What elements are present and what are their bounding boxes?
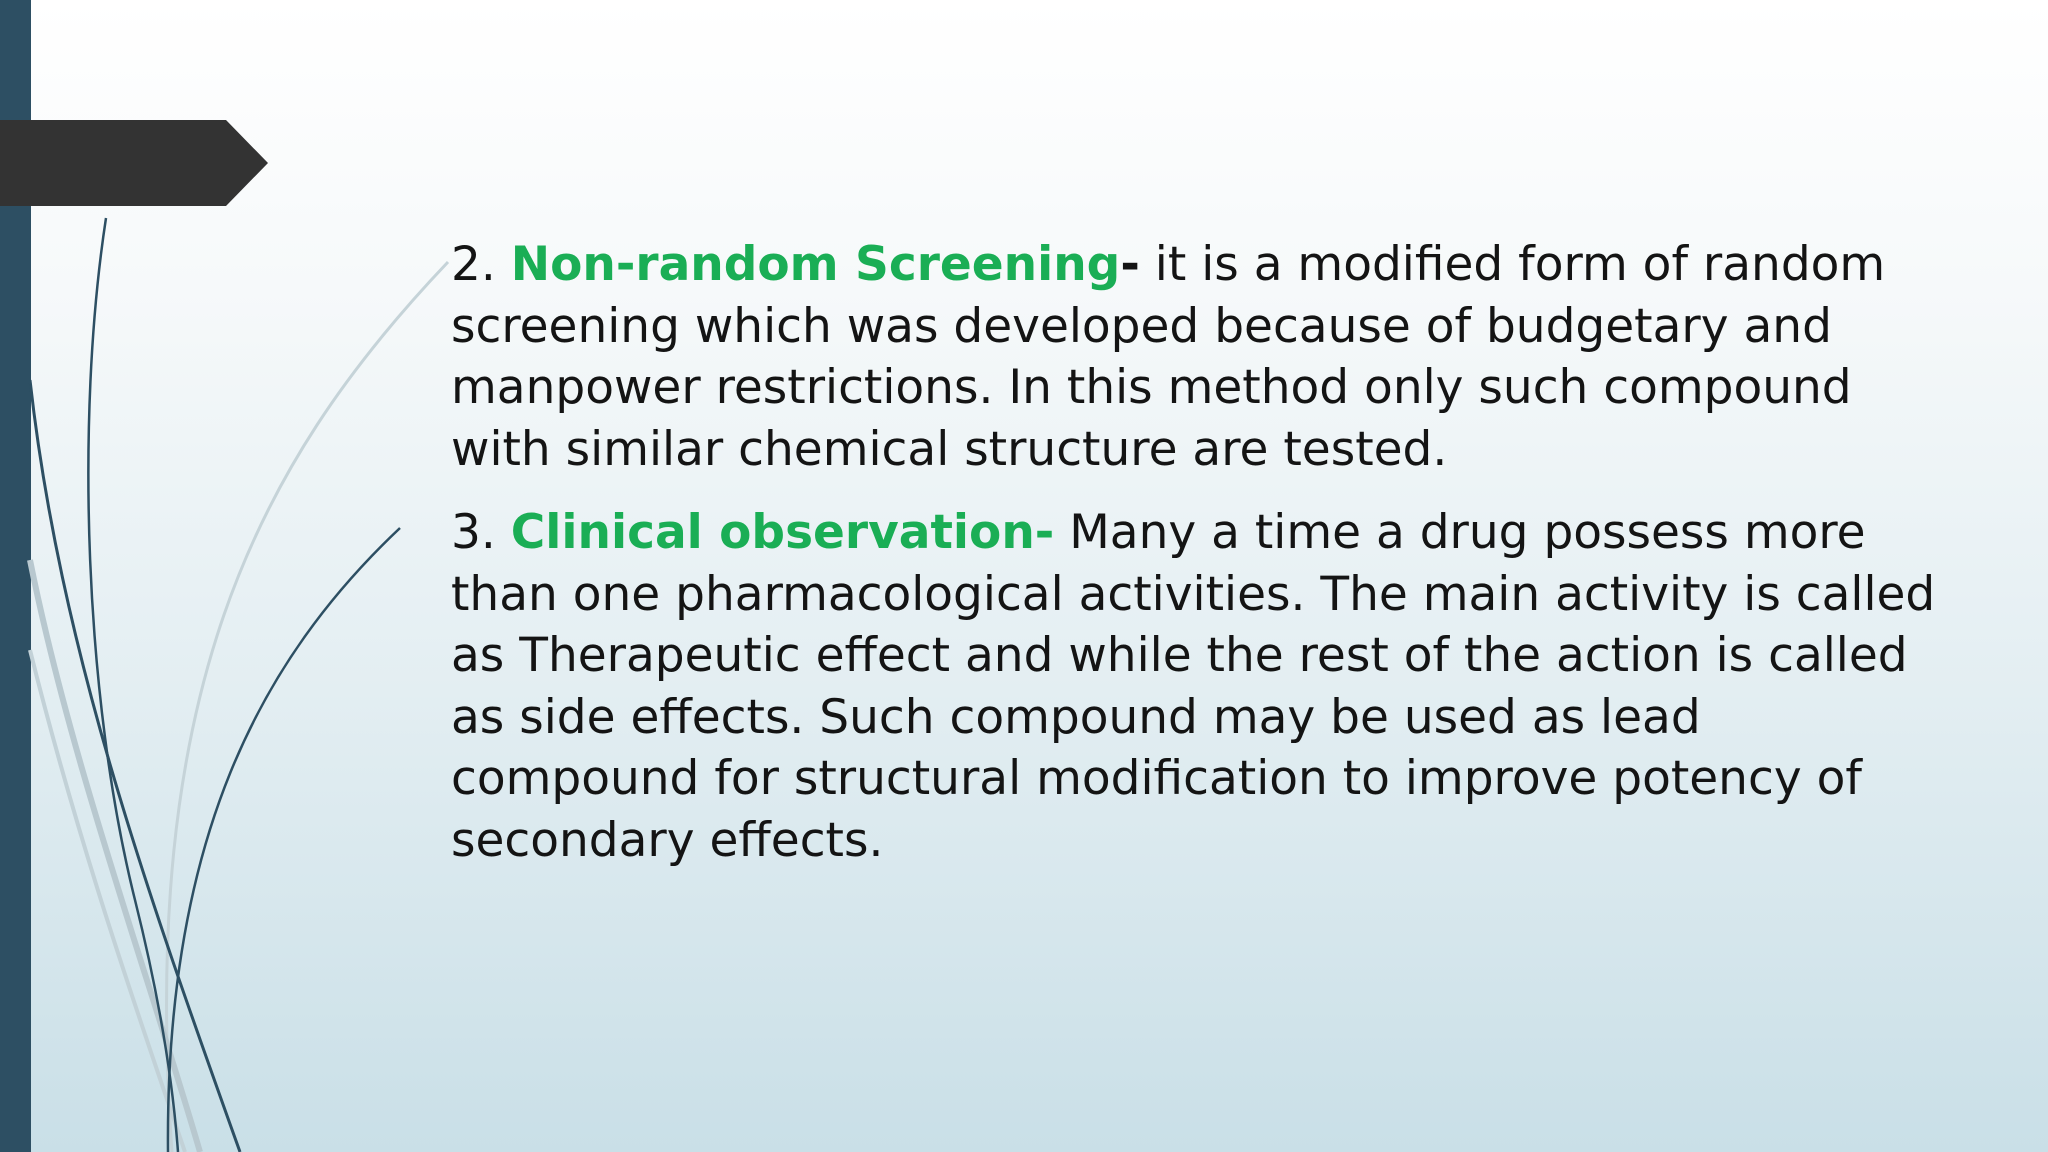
swoosh-line-dark-3 (168, 528, 400, 1152)
slide-body (451, 234, 1941, 871)
item-text: Many a time a drug possess more than one pharmacological activities. The main activity is called as Therapeutic effect and while the rest of the action is called as side effects. Such compound may be used as lead compound for structural modification to improve potency of secondary effects. (451, 505, 1936, 868)
item-number: 3. (451, 505, 511, 560)
title-arrow-tab (0, 120, 268, 206)
item-text: it is a modified form of random screening which was developed because of budgetary and manpower restrictions. In this method only such compound with similar chemical structure are tested. (451, 237, 1886, 477)
list-item (451, 234, 1941, 480)
item-term: Non-random Screening (510, 237, 1121, 292)
item-term: Clinical observation- (510, 505, 1055, 560)
item-dash: - (1120, 237, 1140, 292)
swoosh-line-light-3 (30, 650, 185, 1152)
list-item (451, 502, 1941, 871)
swoosh-line-dark-1 (88, 218, 178, 1152)
item-number: 2. (451, 237, 511, 292)
swoosh-line-light-1 (167, 262, 448, 1152)
